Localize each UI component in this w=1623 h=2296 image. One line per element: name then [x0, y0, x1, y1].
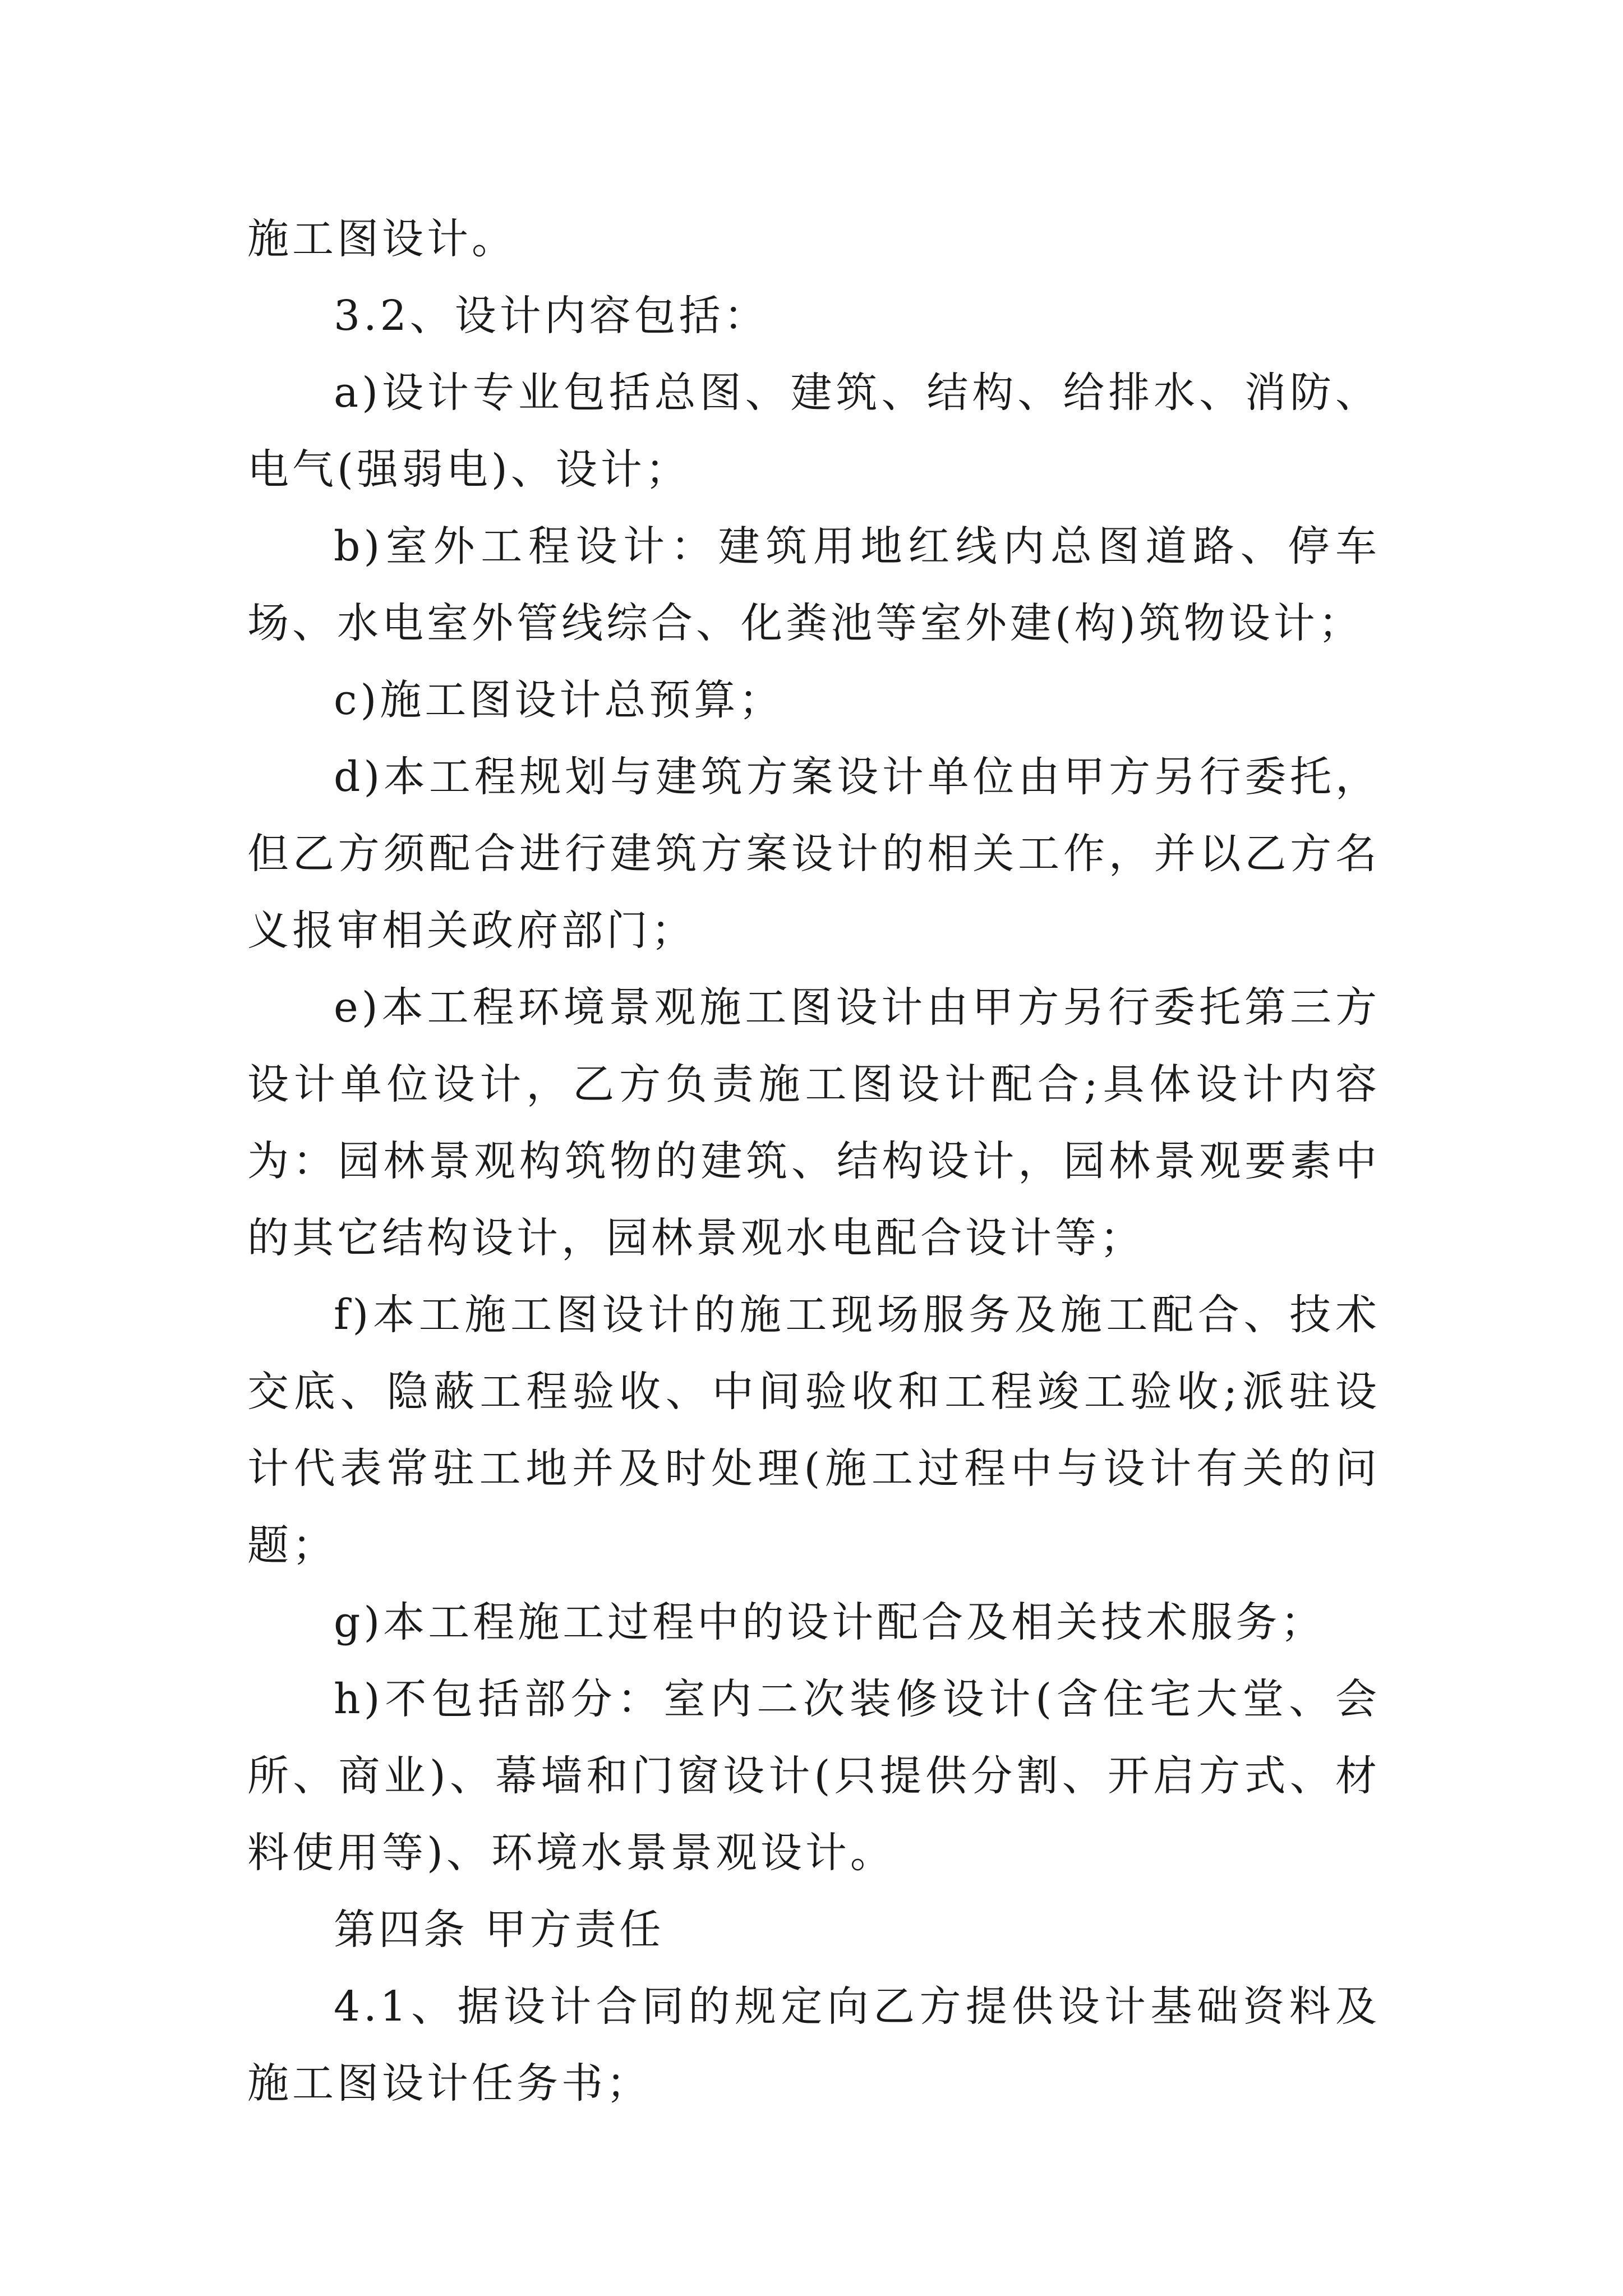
item-c: c)施工图设计总预算；: [334, 676, 784, 724]
item-e: e)本工程环境景观施工图设计由甲方另行委托第三方设计单位设计，乙方负责施工图设计配合;具体设计内容为：园林景观构筑物的建筑、结构设计，园林景观要素中的其它结构设计，园林景观水电配合设计等；: [247, 983, 1380, 1262]
item-d: d)本工程规划与建筑方案设计单位由甲方另行委托，但乙方须配合进行建筑方案设计的相关工作，并以乙方名义报审相关政府部门；: [247, 753, 1380, 955]
clause-4-1: 4.1、据设计合同的规定向乙方提供设计基础资料及施工图设计任务书；: [247, 1982, 1380, 2108]
item-b: b)室外工程设计：建筑用地红线内总图道路、停车场、水电室外管线综合、化粪池等室外建(构)筑物设计；: [247, 522, 1380, 647]
item-f: f)本工施工图设计的施工现场服务及施工配合、技术交底、隐蔽工程验收、中间验收和工程竣工验收;派驻设计代表常驻工地并及时处理(施工过程中与设计有关的问题；: [247, 1291, 1380, 1570]
item-g: g)本工程施工过程中的设计配合及相关技术服务；: [334, 1598, 1326, 1646]
article-heading-4: 第四条 甲方责任: [334, 1906, 665, 1954]
item-a: a)设计专业包括总图、建筑、结构、给排水、消防、电气(强弱电)、设计；: [247, 369, 1380, 494]
item-h: h)不包括部分：室内二次装修设计(含住宅大堂、会所、商业)、幕墙和门窗设计(只提供分割、开启方式、材料使用等)、环境水景景观设计。: [247, 1675, 1380, 1877]
section-heading-3-2: 3.2、设计内容包括：: [334, 292, 769, 340]
paragraph-continuation: 施工图设计。: [247, 215, 517, 263]
document-body: [247, 201, 1380, 2122]
